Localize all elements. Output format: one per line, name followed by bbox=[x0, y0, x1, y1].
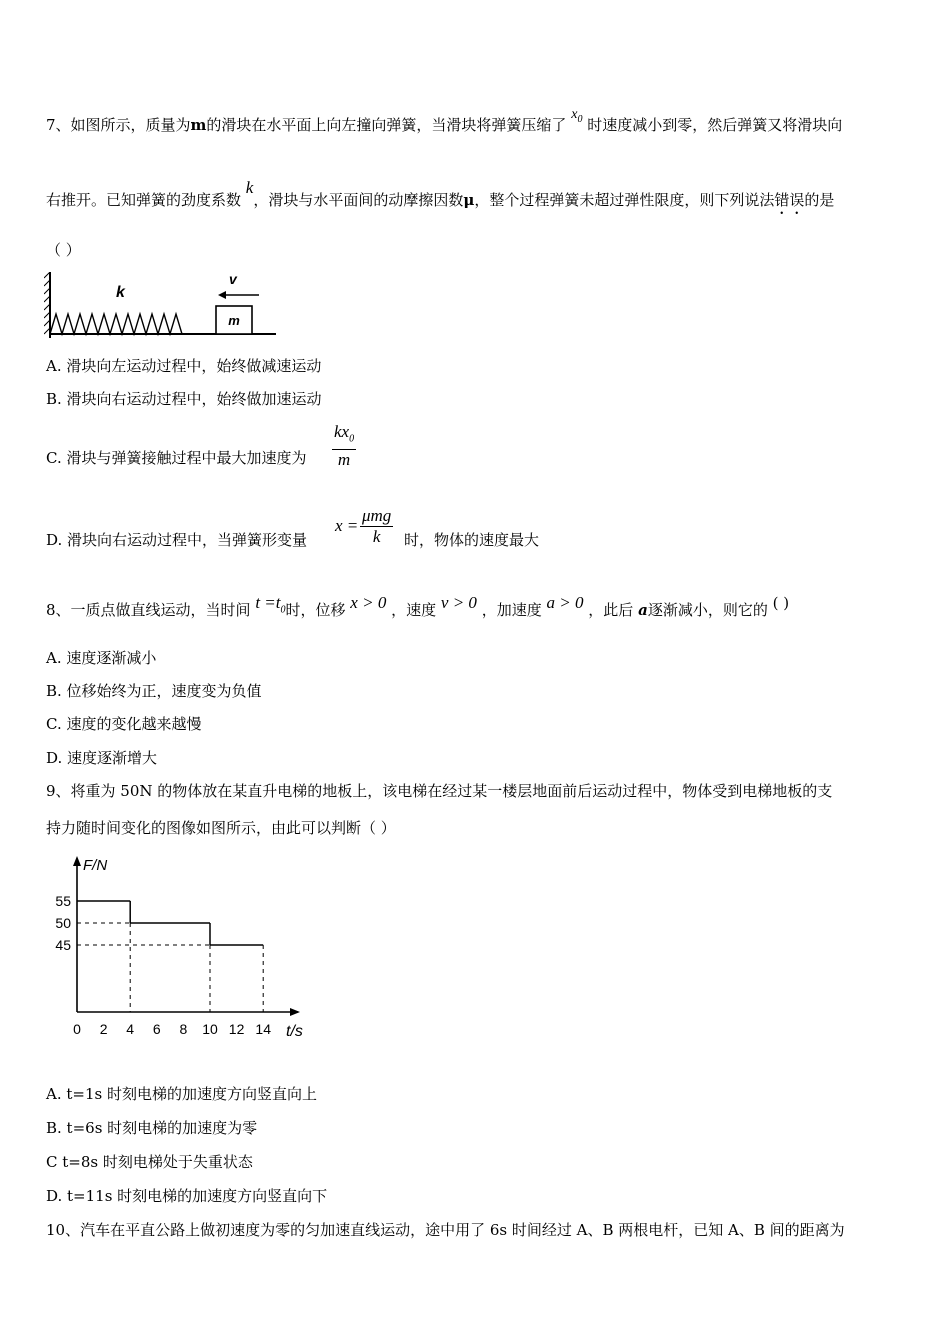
q7-option-b: B. 滑块向右运动过程中，始终做加速运动 bbox=[46, 390, 322, 408]
x-axis-label: t/s bbox=[286, 1023, 303, 1040]
x-tick-label: 10 bbox=[202, 1021, 218, 1037]
q10-line1: 10、汽车在平直公路上做初速度为零的匀加速直线运动，途中用了 6s 时间经过 A、B 两根电杆，已知 A、B 间的距离为 bbox=[46, 1221, 845, 1239]
q9-option-c: C t=8s 时刻电梯处于失重状态 bbox=[46, 1153, 253, 1171]
q9-option-d: D. t=11s 时刻电梯的加速度方向竖直向下 bbox=[46, 1187, 328, 1205]
q9-line2: 持力随时间变化的图像如图所示，由此可以判断（ ） bbox=[46, 819, 396, 837]
x-axis-arrow-icon bbox=[290, 1008, 300, 1016]
y-tick-label: 50 bbox=[55, 915, 71, 931]
q7-option-d-x: x = bbox=[335, 516, 359, 535]
q8-option-c: C. 速度的变化越来越慢 bbox=[46, 715, 202, 733]
velocity-label: v bbox=[229, 272, 237, 287]
x-tick-label: 14 bbox=[255, 1021, 271, 1037]
q9-line1: 9、将重为 50N 的物体放在某直升电梯的地板上，该电梯在经过某一楼层地面前后运动过程中，物体受到电梯地板的支 bbox=[46, 782, 833, 800]
force-time-chart bbox=[40, 852, 330, 1044]
q8-stem: 8、一质点做直线运动，当时间 $t =t_0$时，位移 x > 0 ，速度 v > 0 ，加速度 a > 0 ，此后 a逐渐减小，则它的 ( ) bbox=[46, 593, 790, 619]
q8-option-d: D. 速度逐渐增大 bbox=[46, 749, 158, 767]
q9-option-b: B. t=6s 时刻电梯的加速度为零 bbox=[46, 1119, 258, 1137]
q7-line1: 7、如图所示，质量为m的滑块在水平面上向左撞向弹簧，当滑块将弹簧压缩了 $x_0$ 时速度减小到零，然后弹簧又将滑块向 bbox=[46, 107, 843, 134]
q7-option-a: A. 滑块向左运动过程中，始终做减速运动 bbox=[46, 357, 322, 375]
q7-option-d-fraction: μmg k bbox=[362, 506, 392, 546]
q7-line2: 右推开。已知弹簧的劲度系数 k，滑块与水平面间的动摩擦因数μ，整个过程弹簧未超过弹性限度，则下列说法错误的是 bbox=[46, 178, 835, 209]
spring-block-figure bbox=[44, 272, 278, 342]
q7-option-c: C. 滑块与弹簧接触过程中最大加速度为 bbox=[46, 449, 307, 467]
y-axis-arrow-icon bbox=[73, 856, 81, 866]
y-axis-label: F/N bbox=[83, 857, 108, 874]
q9-option-a: A. t=1s 时刻电梯的加速度方向竖直向上 bbox=[46, 1085, 317, 1103]
x-tick-label: 12 bbox=[228, 1021, 245, 1037]
x-tick-label: 4 bbox=[126, 1021, 135, 1037]
spring-label: k bbox=[116, 284, 125, 301]
x-tick-label: 0 bbox=[73, 1021, 81, 1037]
block-label: m bbox=[228, 313, 240, 328]
q7-option-d-tail: 时，物体的速度最大 bbox=[404, 531, 540, 549]
q7-option-c-fraction: $\frac{kx_0}{m}$ bbox=[334, 422, 355, 470]
x-tick-label: 6 bbox=[152, 1021, 161, 1037]
q8-option-a: A. 速度逐渐减小 bbox=[46, 649, 157, 667]
x-tick-label: 2 bbox=[99, 1021, 108, 1037]
x-tick-label: 8 bbox=[179, 1021, 188, 1037]
q8-option-b: B. 位移始终为正，速度变为负值 bbox=[46, 682, 262, 700]
y-tick-label: 55 bbox=[55, 893, 71, 909]
y-tick-label: 45 bbox=[55, 937, 71, 953]
q7-option-d: D. 滑块向右运动过程中，当弹簧形变量 bbox=[46, 531, 308, 549]
q7-bracket: （ ） bbox=[46, 241, 81, 259]
velocity-arrow-icon bbox=[218, 291, 226, 299]
